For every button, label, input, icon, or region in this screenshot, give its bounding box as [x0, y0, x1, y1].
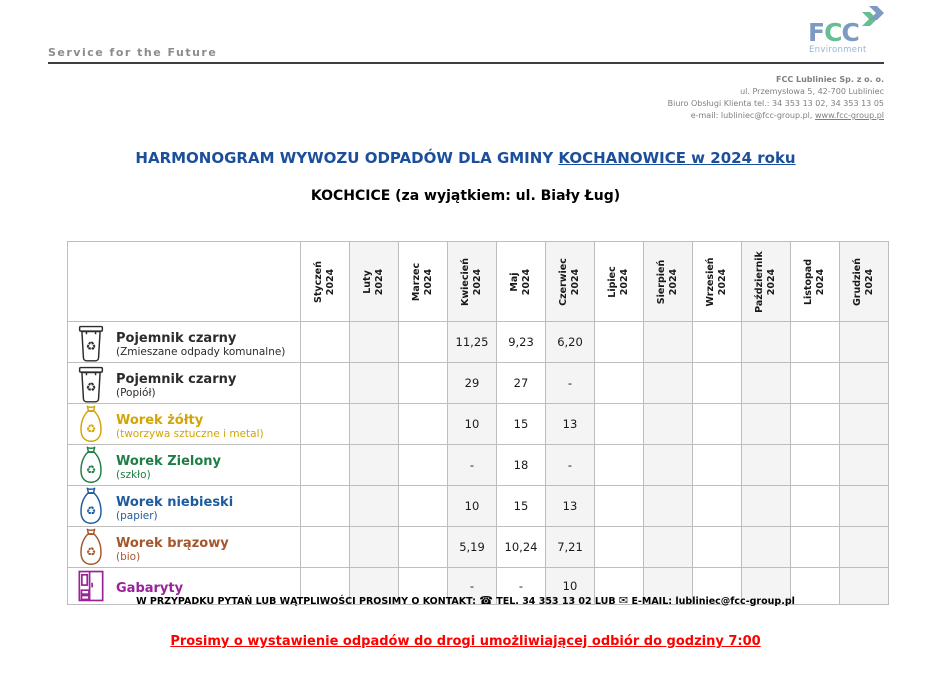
- schedule-cell-r3-c8: [644, 404, 693, 445]
- schedule-cell-r4-c3: [399, 445, 448, 486]
- month-header-7: [595, 242, 644, 322]
- schedule-cell-r6-c8: [644, 527, 693, 568]
- schedule-cell-r1-c5: 9,23: [497, 322, 546, 363]
- schedule-cell-r1-c7: [595, 322, 644, 363]
- waste-bag-icon: [76, 527, 106, 567]
- schedule-cell-r1-c6: 6,20: [546, 322, 595, 363]
- schedule-cell-r3-c12: [840, 404, 889, 445]
- schedule-cell-r2-c4: 29: [448, 363, 497, 404]
- table-row: [68, 527, 889, 568]
- company-street: ul. Przemysłowa 5, 42-700 Lubliniec: [740, 87, 884, 96]
- month-header-2: [350, 242, 399, 322]
- schedule-cell-r1-c2: [350, 322, 399, 363]
- schedule-cell-r6-c5: 10,24: [497, 527, 546, 568]
- document-title: HARMONOGRAM WYWOZU ODPADÓW DLA GMINY KOCHANOWICE w 2024 roku: [135, 149, 796, 167]
- schedule-cell-r6-c2: [350, 527, 399, 568]
- schedule-cell-r6-c10: [742, 527, 791, 568]
- row-desc: (bio): [116, 550, 141, 563]
- schedule-cell-r4-c7: [595, 445, 644, 486]
- schedule-cell-r6-c12: [840, 527, 889, 568]
- schedule-cell-r5-c4: 10: [448, 486, 497, 527]
- trash-bin-icon: [76, 363, 106, 403]
- schedule-cell-r5-c5: 15: [497, 486, 546, 527]
- schedule-cell-r2-c1: [301, 363, 350, 404]
- svg-text:♻: ♻: [85, 544, 97, 559]
- row-desc: (Popiół): [116, 386, 156, 399]
- table-row: [68, 322, 889, 363]
- schedule-cell-r4-c6: -: [546, 445, 595, 486]
- company-name: FCC Lubliniec Sp. z o. o.: [776, 75, 884, 84]
- company-address-block: [668, 74, 884, 122]
- month-header-label: Listopad 2024: [803, 258, 826, 305]
- schedule-cell-r5-c11: [791, 486, 840, 527]
- phone-icon: ☎: [479, 594, 493, 607]
- company-email-line: e-mail: lubliniec@fcc-group.pl, www.fcc-group.pl: [690, 111, 884, 120]
- schedule-cell-r2-c10: [742, 363, 791, 404]
- schedule-cell-r5-c3: [399, 486, 448, 527]
- row-label-cell: [68, 363, 301, 404]
- waste-bag-icon: [76, 445, 106, 485]
- svg-text:♻: ♻: [85, 503, 97, 518]
- tagline: Service for the Future: [48, 46, 218, 59]
- row-name: Worek niebieski: [116, 494, 234, 510]
- row-label-cell: [68, 527, 301, 568]
- row-desc: (szkło): [116, 468, 151, 481]
- schedule-cell-r4-c2: [350, 445, 399, 486]
- schedule-cell-r4-c1: [301, 445, 350, 486]
- schedule-cell-r6-c3: [399, 527, 448, 568]
- logo-environment-label: Environment: [809, 45, 867, 55]
- schedule-cell-r4-c5: 18: [497, 445, 546, 486]
- row-desc: (papier): [116, 509, 158, 522]
- fcc-logo: [804, 6, 884, 58]
- month-header-label: Wrzesień 2024: [705, 256, 728, 307]
- schedule-cell-r6-c7: [595, 527, 644, 568]
- schedule-cell-r4-c11: [791, 445, 840, 486]
- schedule-cell-r3-c2: [350, 404, 399, 445]
- svg-text:♻: ♻: [85, 339, 97, 354]
- contact-prefix: W PRZYPADKU PYTAŃ LUB WĄTPLIWOŚCI PROSIMY O KONTAKT:: [136, 596, 476, 607]
- schedule-cell-r3-c11: [791, 404, 840, 445]
- table-head: [68, 242, 889, 322]
- month-header-label: Październik 2024: [754, 250, 777, 313]
- schedule-cell-r6-c11: [791, 527, 840, 568]
- schedule-cell-r6-c1: [301, 527, 350, 568]
- row-name: Pojemnik czarny: [116, 371, 237, 387]
- month-header-10: [742, 242, 791, 322]
- schedule-cell-r4-c8: [644, 445, 693, 486]
- schedule-cell-r5-c1: [301, 486, 350, 527]
- schedule-cell-r1-c10: [742, 322, 791, 363]
- schedule-cell-r7-c5: -: [497, 568, 546, 605]
- schedule-cell-r5-c6: 13: [546, 486, 595, 527]
- month-header-5: [497, 242, 546, 322]
- month-header-6: [546, 242, 595, 322]
- month-header-label: Czerwiec 2024: [558, 257, 581, 306]
- contact-line: [0, 594, 931, 607]
- month-header-label: Luty 2024: [362, 268, 385, 295]
- schedule-cell-r4-c9: [693, 445, 742, 486]
- schedule-cell-r3-c6: 13: [546, 404, 595, 445]
- month-header-label: Lipiec 2024: [607, 265, 630, 298]
- schedule-cell-r1-c4: 11,25: [448, 322, 497, 363]
- schedule-cell-r4-c12: [840, 445, 889, 486]
- row-name: Gabaryty: [116, 580, 184, 596]
- month-header-label: Marzec 2024: [411, 262, 434, 301]
- month-header-label: Sierpień 2024: [656, 259, 679, 304]
- month-header-1: [301, 242, 350, 322]
- table-row: [68, 404, 889, 445]
- table-row: [68, 445, 889, 486]
- schedule-cell-r2-c9: [693, 363, 742, 404]
- row-label-cell: [68, 404, 301, 445]
- schedule-cell-r3-c1: [301, 404, 350, 445]
- schedule-cell-r4-c10: [742, 445, 791, 486]
- document-subtitle: KOCHCICE (za wyjątkiem: ul. Biały Ług): [310, 188, 621, 204]
- schedule-cell-r3-c10: [742, 404, 791, 445]
- schedule-cell-r2-c6: -: [546, 363, 595, 404]
- schedule-cell-r3-c7: [595, 404, 644, 445]
- schedule-cell-r2-c7: [595, 363, 644, 404]
- row-label-cell: [68, 486, 301, 527]
- schedule-cell-r2-c12: [840, 363, 889, 404]
- schedule-cell-r1-c9: [693, 322, 742, 363]
- company-website-link[interactable]: www.fcc-group.pl: [814, 111, 884, 120]
- month-header-4: [448, 242, 497, 322]
- schedule-cell-r1-c8: [644, 322, 693, 363]
- company-phone: Biuro Obsługi Klienta tel.: 34 353 13 02, 34 353 13 05: [667, 99, 884, 108]
- schedule-cell-r7-c6: 10: [546, 568, 595, 605]
- schedule-cell-r1-c12: [840, 322, 889, 363]
- schedule-cell-r1-c11: [791, 322, 840, 363]
- table-corner-cell: [68, 242, 301, 322]
- waste-bag-icon: [76, 404, 106, 444]
- envelope-icon: ✉: [618, 594, 629, 607]
- schedule-cell-r4-c4: -: [448, 445, 497, 486]
- schedule-cell-r5-c2: [350, 486, 399, 527]
- row-name: Worek brązowy: [116, 535, 229, 551]
- row-name: Worek żółty: [116, 412, 204, 428]
- title-underlined-part: KOCHANOWICE w 2024 roku: [558, 149, 796, 167]
- month-header-12: [840, 242, 889, 322]
- schedule-table: [67, 241, 889, 605]
- logo-letters: FCC: [808, 18, 859, 47]
- schedule-cell-r5-c12: [840, 486, 889, 527]
- month-header-label: Kwiecień 2024: [460, 257, 483, 306]
- month-header-11: [791, 242, 840, 322]
- schedule-cell-r2-c11: [791, 363, 840, 404]
- month-header-label: Styczeń 2024: [313, 260, 336, 303]
- waste-bag-icon: [76, 486, 106, 526]
- row-name: Pojemnik czarny: [116, 330, 237, 346]
- row-desc: (tworzywa sztuczne i metal): [116, 427, 264, 440]
- month-header-3: [399, 242, 448, 322]
- pickup-notice: Prosimy o wystawienie odpadów do drogi umożliwiającej odbiór do godziny 7:00: [170, 634, 761, 649]
- schedule-cell-r1-c1: [301, 322, 350, 363]
- month-header-label: Grudzień 2024: [852, 257, 875, 306]
- svg-text:♻: ♻: [85, 421, 97, 436]
- schedule-cell-r1-c3: [399, 322, 448, 363]
- schedule-cell-r3-c5: 15: [497, 404, 546, 445]
- schedule-cell-r6-c4: 5,19: [448, 527, 497, 568]
- schedule-cell-r7-c4: -: [448, 568, 497, 605]
- row-desc: (Zmieszane odpady komunalne): [116, 345, 286, 358]
- month-header-label: Maj 2024: [509, 268, 532, 295]
- table-row: [68, 363, 889, 404]
- header-rule: [48, 62, 884, 64]
- svg-text:♻: ♻: [85, 462, 97, 477]
- schedule-cell-r2-c3: [399, 363, 448, 404]
- row-label-cell: [68, 322, 301, 363]
- contact-email: E-MAIL: lubliniec@fcc-group.pl: [631, 596, 795, 607]
- row-name: Worek Zielony: [116, 453, 222, 469]
- schedule-cell-r3-c3: [399, 404, 448, 445]
- trash-bin-icon: [76, 322, 106, 362]
- schedule-cell-r5-c7: [595, 486, 644, 527]
- schedule-cell-r6-c9: [693, 527, 742, 568]
- schedule-cell-r3-c9: [693, 404, 742, 445]
- month-header-9: [693, 242, 742, 322]
- schedule-cell-r5-c10: [742, 486, 791, 527]
- schedule-cell-r5-c9: [693, 486, 742, 527]
- schedule-cell-r2-c5: 27: [497, 363, 546, 404]
- schedule-cell-r5-c8: [644, 486, 693, 527]
- svg-text:♻: ♻: [85, 380, 97, 395]
- schedule-cell-r2-c8: [644, 363, 693, 404]
- table-body: [68, 322, 889, 605]
- schedule-cell-r3-c4: 10: [448, 404, 497, 445]
- contact-tel: TEL. 34 353 13 02 LUB: [496, 596, 616, 607]
- month-header-8: [644, 242, 693, 322]
- schedule-cell-r2-c2: [350, 363, 399, 404]
- table-row: [68, 486, 889, 527]
- schedule-cell-r6-c6: 7,21: [546, 527, 595, 568]
- row-label-cell: [68, 445, 301, 486]
